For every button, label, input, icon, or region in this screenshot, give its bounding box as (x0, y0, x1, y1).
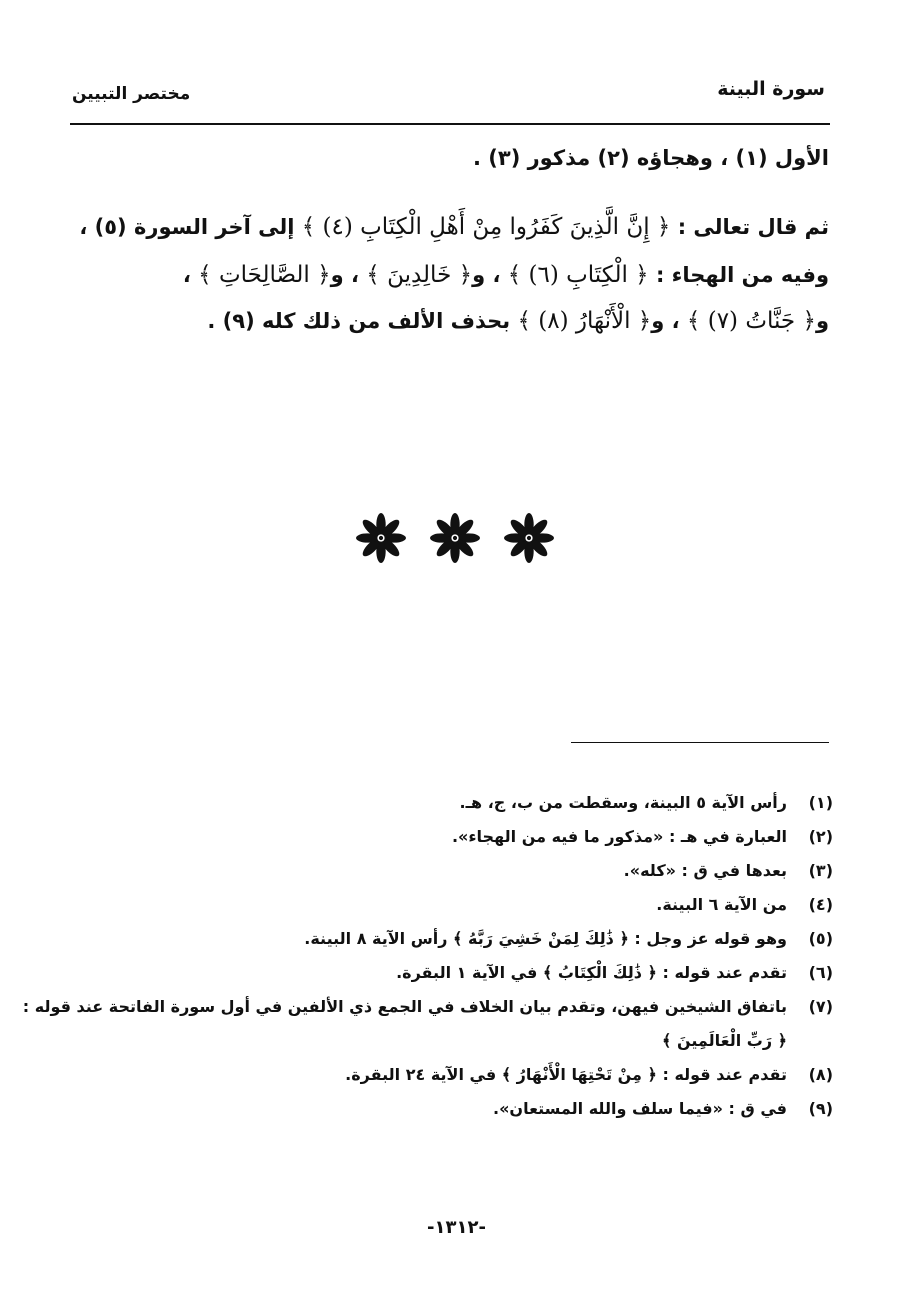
footnote-number: (١) (808, 793, 833, 812)
footnote-number: (٢) (808, 827, 833, 846)
flower-ornament-icon (355, 512, 407, 564)
quran-verse: ﴿ إِنَّ الَّذِينَ كَفَرُوا مِنْ أَهْلِ الْكِتَابِ (٤) ﴾ (301, 214, 671, 240)
quran-verse: ﴿ جَنَّاتُ (٧) ﴾ (686, 308, 816, 334)
footnote-number: (٣) (808, 861, 833, 880)
footnote-divider (571, 742, 829, 743)
footnote-number: (٥) (808, 929, 833, 948)
main-text: ، و (651, 309, 687, 333)
main-text: وفيه من الهجاء : (648, 263, 829, 287)
footnote-number: (٤) (808, 895, 833, 914)
main-line-2 (79, 214, 829, 240)
main-text: ، و (330, 263, 367, 287)
footnote-text: تقدم عند قوله : ﴿ ذَٰلِكَ الْكِتَابُ ﴾ في الآية ١ البقرة. (396, 963, 787, 982)
quran-verse: ﴿ الْكِتَابِ (٦) ﴾ (507, 262, 649, 288)
main-text: ، (182, 263, 199, 287)
quran-verse: ﴿ خَالِدِينَ ﴾ (366, 262, 473, 288)
footnote (73, 1058, 833, 1092)
main-text: و (815, 309, 829, 333)
main-line-1 (473, 146, 829, 170)
main-text: الأول (١) ، وهجاؤه (٢) مذكور (٣) . (472, 146, 829, 170)
section-ornament (355, 508, 555, 568)
flower-ornament-icon (429, 512, 481, 564)
page-number: -١٣١٢- (427, 1217, 486, 1238)
main-text: ، و (472, 263, 508, 287)
footnote (73, 956, 833, 990)
footnote (73, 854, 833, 888)
footnote-text: وهو قوله عز وجل : ﴿ ذَٰلِكَ لِمَنْ خَشِيَ رَبَّهُ ﴾ رأس الآية ٨ البينة. (304, 929, 787, 948)
footnote-text: رأس الآية ٥ البينة، وسقطت من ب، ج، هـ. (459, 793, 787, 812)
footnotes (22, 786, 833, 1126)
main-line-3 (183, 262, 829, 288)
footnote-continuation (73, 1024, 833, 1058)
footnote-text: العبارة في هـ : «مذكور ما فيه من الهجاء». (451, 827, 787, 846)
footnote-text: في ق : «فيما سلف والله المستعان». (493, 1099, 787, 1118)
footnote-number: (٨) (808, 1065, 833, 1084)
flower-ornament-icon (503, 512, 555, 564)
footnote (73, 1092, 833, 1126)
footnote-number: (٧) (808, 997, 833, 1016)
footnote (22, 990, 833, 1024)
footnote-text: تقدم عند قوله : ﴿ مِنْ تَحْتِهَا الْأَنْهَارُ ﴾ في الآية ٢٤ البقرة. (345, 1065, 787, 1084)
footnote-number: (٦) (808, 963, 833, 982)
footnote (73, 888, 833, 922)
footnote-text: من الآية ٦ البينة. (656, 895, 787, 914)
surah-title: سورة البينة (717, 78, 825, 100)
footnote (73, 786, 833, 820)
quran-verse: ﴿ الْأَنْهَارُ (٨) ﴾ (517, 308, 652, 334)
book-title: مختصر التبيين (72, 84, 191, 104)
footnote-text: بعدها في ق : «كله». (623, 861, 787, 880)
main-text: ثم قال تعالى : (670, 215, 829, 239)
footnote (73, 922, 833, 956)
footnote (73, 820, 833, 854)
footnote-text: باتفاق الشيخين فيهن، وتقدم بيان الخلاف في الجمع ذي الألفين في أول سورة الفاتحة عند قوله : (22, 997, 787, 1016)
footnote-text: ﴿ رَبِّ الْعَالَمِينَ ﴾ (662, 1031, 787, 1050)
header-divider (70, 123, 830, 125)
footnote-number: (٩) (808, 1099, 833, 1118)
main-text: بحذف الألف من ذلك كله (٩) . (207, 309, 518, 333)
main-text: إلى آخر السورة (٥) ، (79, 215, 302, 239)
main-line-4 (207, 308, 829, 334)
quran-verse: ﴿ الصَّالِحَاتِ ﴾ (198, 262, 331, 288)
